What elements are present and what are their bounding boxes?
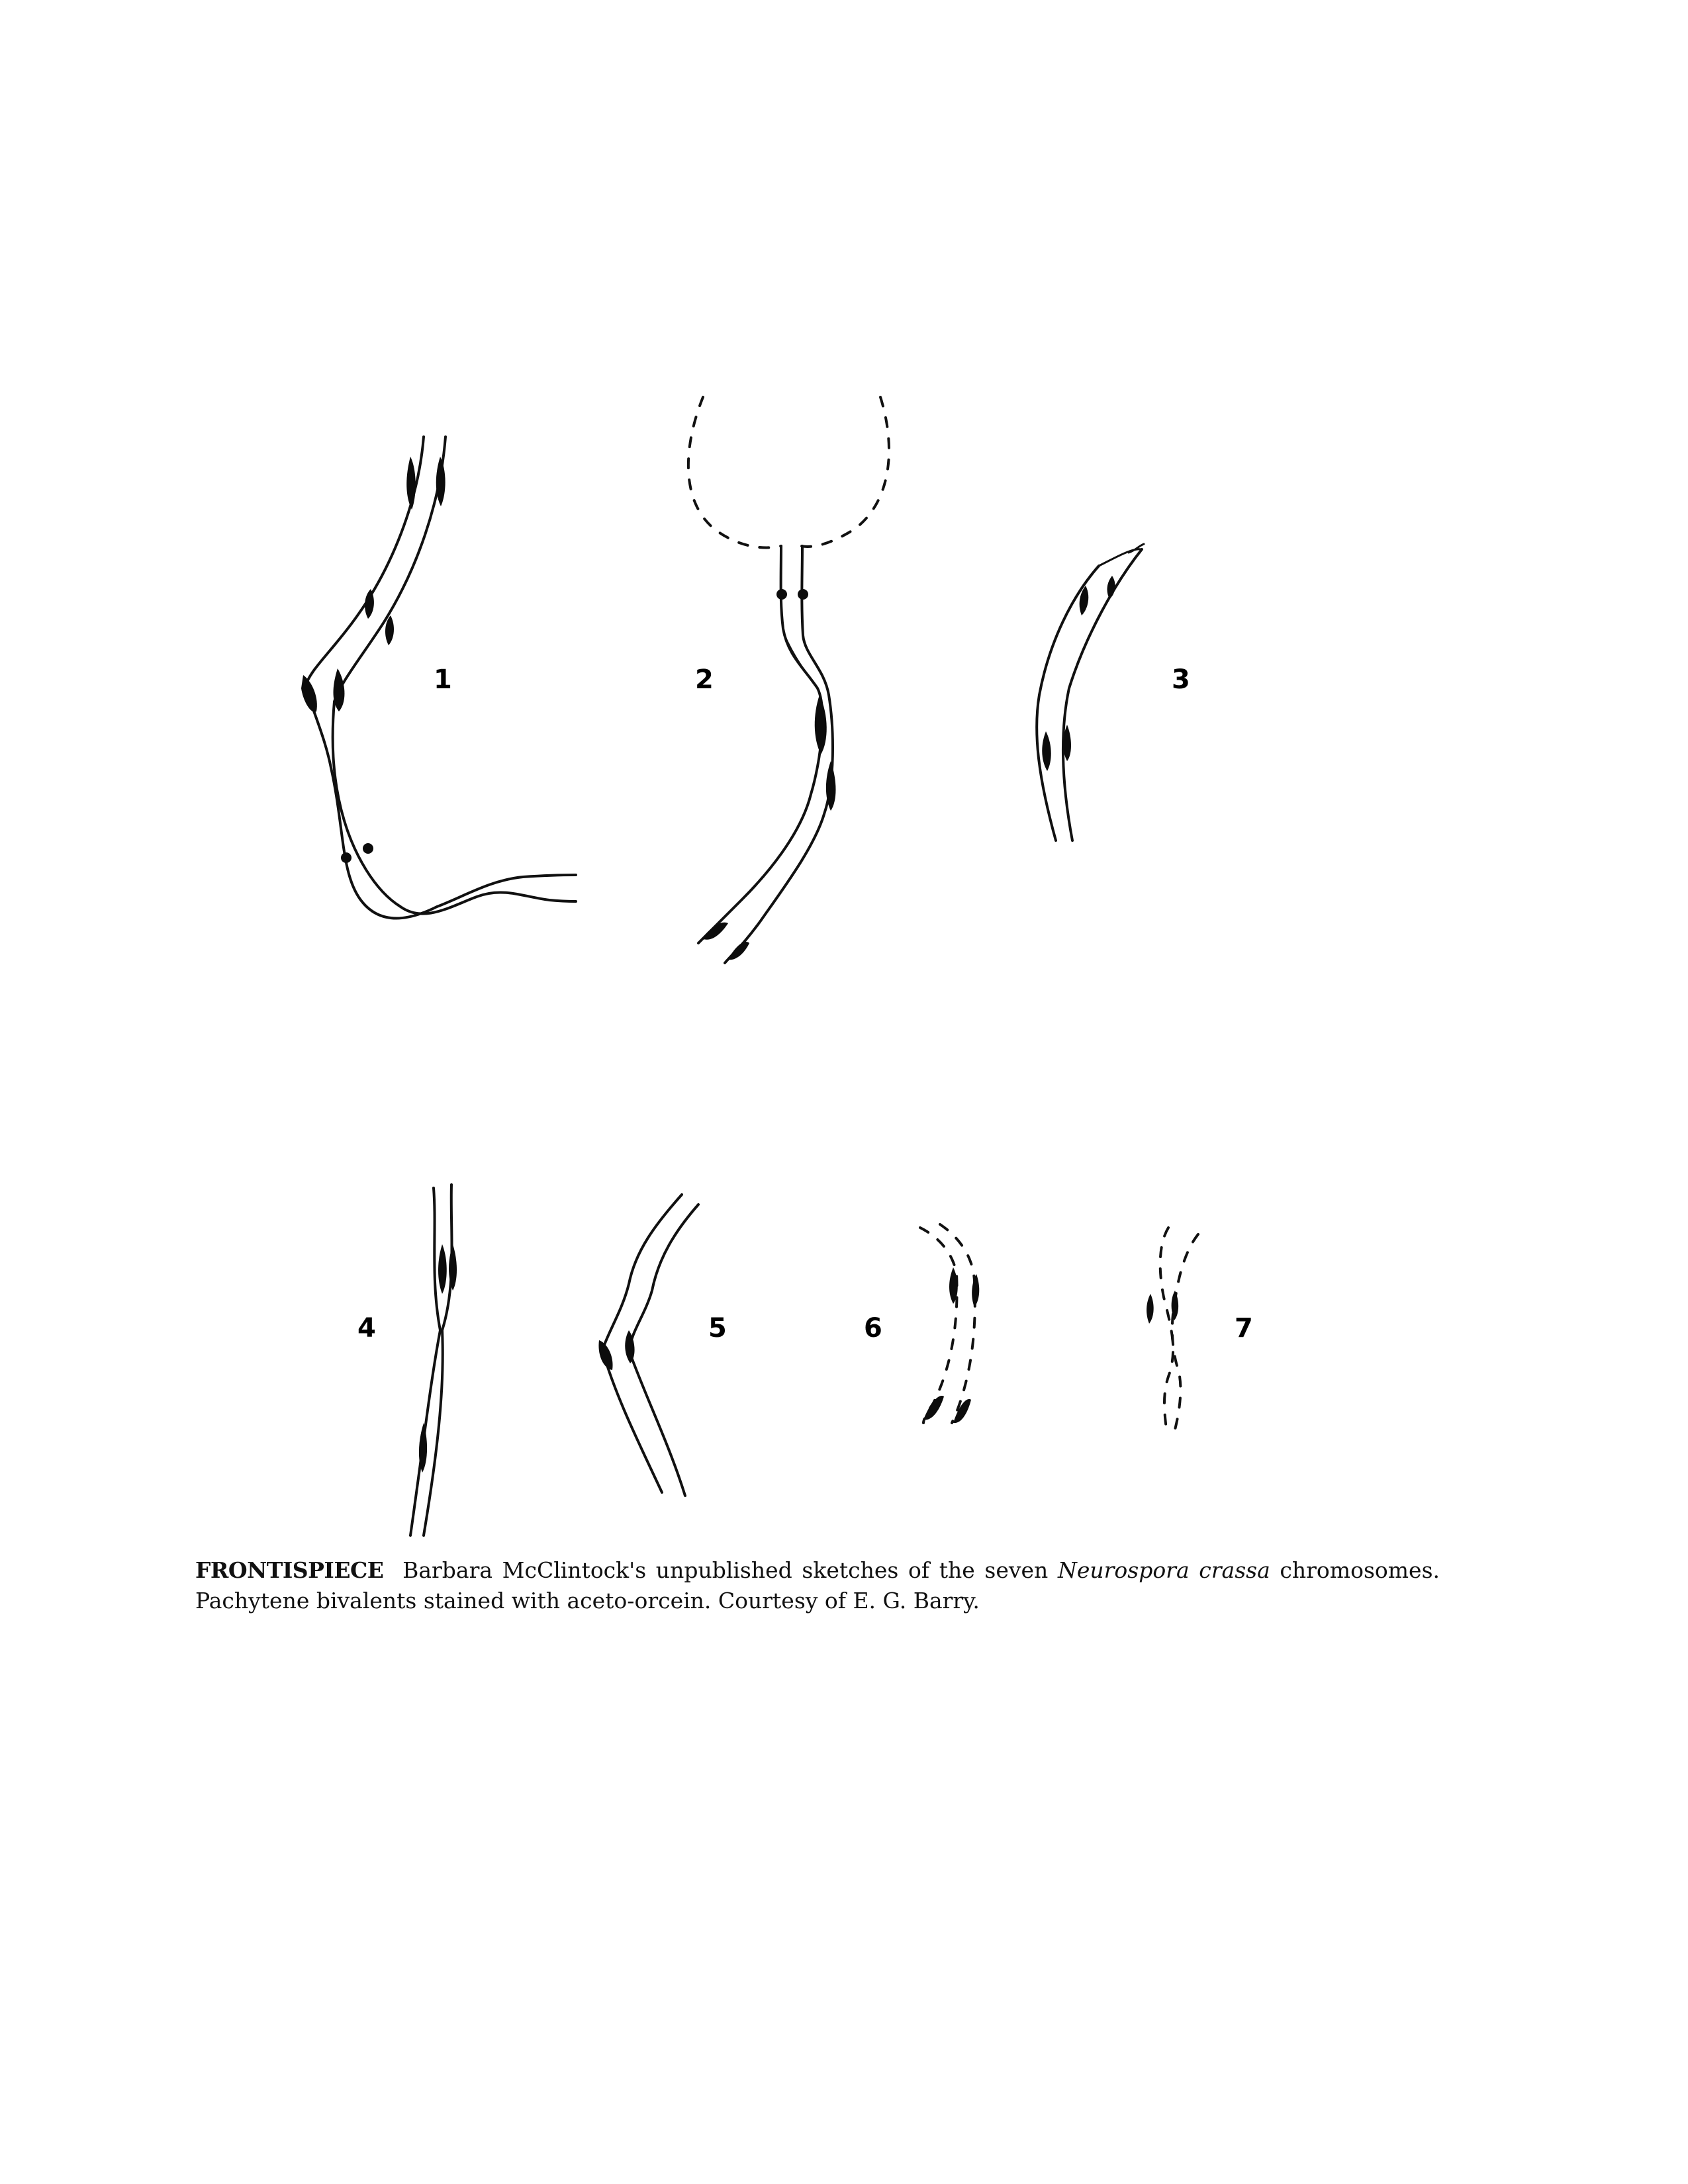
caption-text-before: Barbara McClintock's unpublished sketches of the seven [402,1557,1049,1583]
figure-caption [195,1555,1440,1616]
chromosome-6 [920,1224,979,1423]
caption-species: Neurospora crassa [1057,1557,1270,1583]
label-6: 6 [864,1313,882,1343]
label-7: 7 [1235,1313,1253,1343]
label-3: 3 [1172,664,1190,695]
caption-lead: FRONTISPIECE [195,1557,384,1583]
chromosome-4 [410,1185,457,1535]
caption-text-after: chromosomes. Pachytene bivalents stained with aceto-orcein. Courtesy of E. G. Barry. [195,1557,1440,1614]
chromosome-2 [688,397,889,963]
chromosome-5 [598,1195,698,1496]
label-1: 1 [434,664,452,695]
label-5: 5 [708,1313,727,1343]
chromosome-7 [1147,1228,1198,1430]
chromosome-3 [1037,544,1144,841]
label-2: 2 [695,664,714,695]
label-4: 4 [357,1313,376,1343]
